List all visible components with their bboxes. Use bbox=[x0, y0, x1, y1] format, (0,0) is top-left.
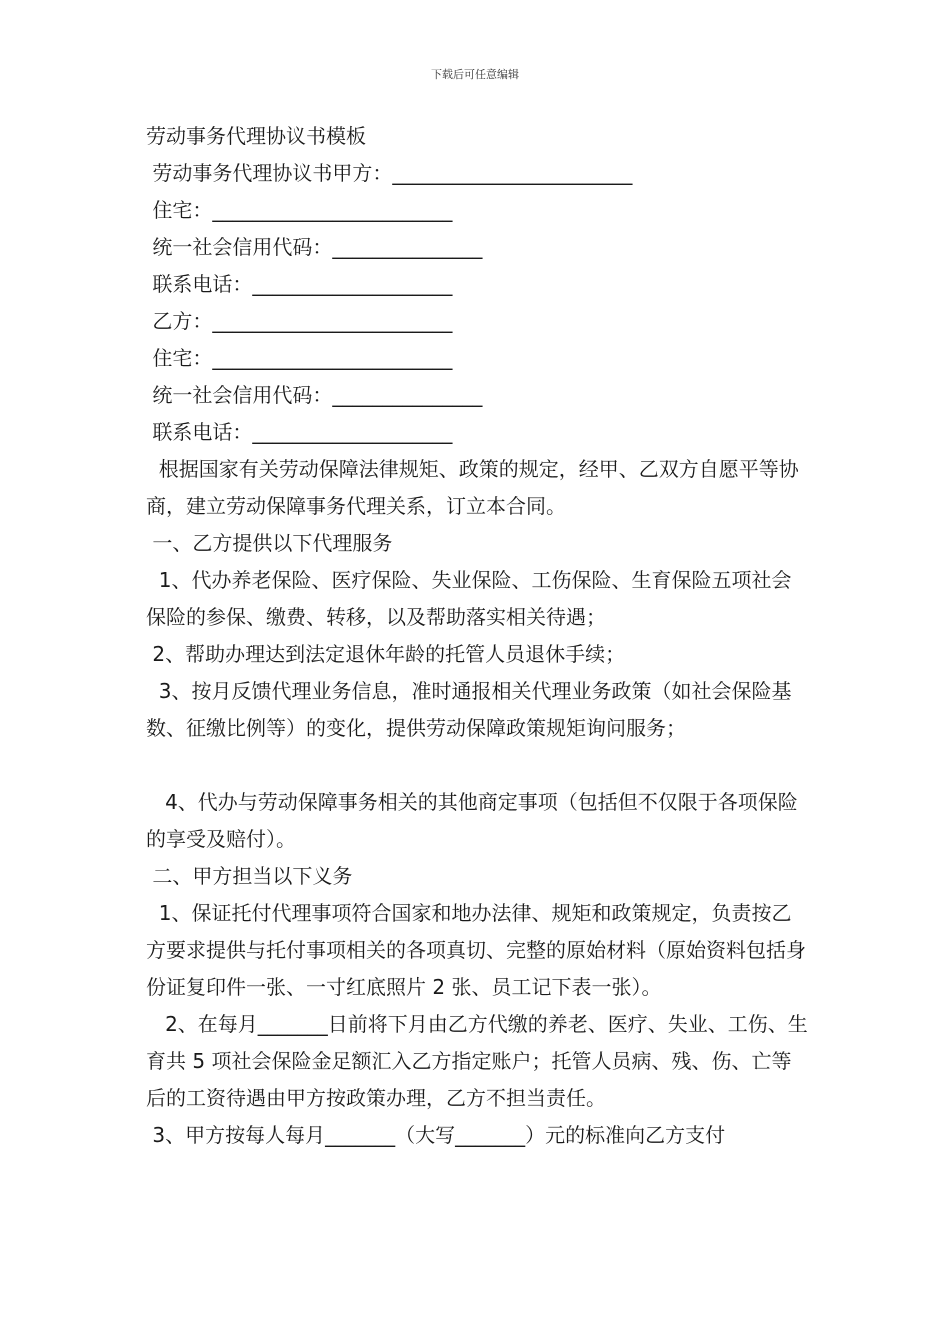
party-b-name-line: 乙方：________________________ bbox=[146, 309, 453, 333]
section-1-item: 3、按月反馈代理业务信息，准时通报相关代理业务政策（如社会保险基数、征缴比例等）的变化，提供劳动保障政策规矩询问服务； bbox=[146, 679, 792, 740]
document-title: 劳动事务代理协议书模板 bbox=[146, 124, 366, 148]
party-b-credit-code-line: 统一社会信用代码：_______________ bbox=[146, 383, 483, 407]
party-b-phone-line: 联系电话：____________________ bbox=[146, 420, 453, 444]
party-a-credit-code-line: 统一社会信用代码：_______________ bbox=[146, 235, 483, 259]
section-2-item: 3、甲方按每人每月_______（大写_______）元的标准向乙方支付 bbox=[146, 1123, 726, 1147]
party-b-address-line: 住宅：________________________ bbox=[146, 346, 453, 370]
intro-paragraph: 根据国家有关劳动保障法律规矩、政策的规定，经甲、乙双方自愿平等协商，建立劳动保障事务代理关系，订立本合同。 bbox=[146, 457, 799, 518]
paragraph-gap bbox=[146, 747, 811, 784]
party-a-phone-line: 联系电话：____________________ bbox=[146, 272, 453, 296]
section-1-heading: 一、乙方提供以下代理服务 bbox=[146, 531, 393, 555]
section-1-item: 2、帮助办理达到法定退休年龄的托管人员退休手续； bbox=[146, 642, 626, 666]
section-2-item: 1、保证托付代理事项符合国家和地办法律、规矩和政策规定，负责按乙方要求提供与托付事项相关的各项真切、完整的原始材料（原始资料包括身份证复印件一张、一寸红底照片 2 张、员工记下表一张）。 bbox=[146, 901, 806, 999]
party-a-address-line: 住宅：________________________ bbox=[146, 198, 453, 222]
header-note: 下载后可任意编辑 bbox=[431, 68, 519, 81]
section-2-item: 2、在每月_______日前将下月由乙方代缴的养老、医疗、失业、工伤、生育共 5 项社会保险金足额汇入乙方指定账户；托管人员病、残、伤、亡等后的工资待遇由甲方按政策办理，乙方不担当责任。 bbox=[146, 1012, 808, 1110]
party-a-name-line: 劳动事务代理协议书甲方：________________________ bbox=[146, 161, 633, 185]
section-2-heading: 二、甲方担当以下义务 bbox=[146, 864, 353, 888]
section-1-item: 4、代办与劳动保障事务相关的其他商定事项（包括但不仅限于各项保险的享受及赔付）。 bbox=[146, 790, 798, 851]
section-1-item: 1、代办养老保险、医疗保险、失业保险、工伤保险、生育保险五项社会保险的参保、缴费、转移，以及帮助落实相关待遇； bbox=[146, 568, 792, 629]
document-body bbox=[146, 118, 811, 1154]
